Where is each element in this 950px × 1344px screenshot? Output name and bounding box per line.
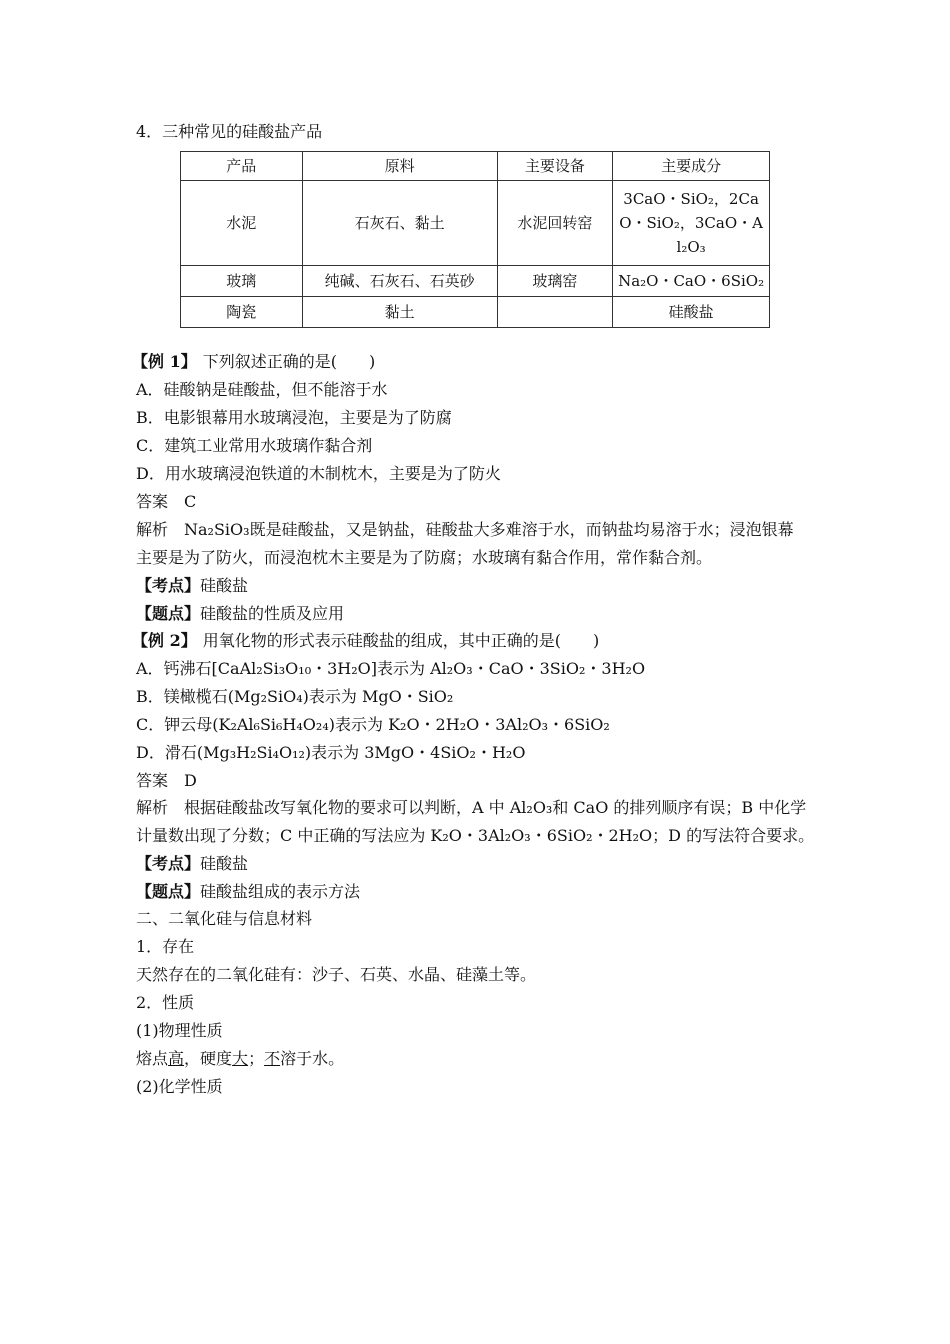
table-cell: 硅酸盐	[613, 297, 770, 328]
example-1-question	[132, 351, 375, 373]
chemical-properties-title: (2)化学性质	[136, 1077, 223, 1096]
answer: 答案 C	[136, 492, 197, 511]
header-cell: 主要设备	[497, 152, 613, 181]
option-d: D．滑石(Mg₃H₂Si₄O₁₂)表示为 3MgO・4SiO₂・H₂O	[136, 743, 526, 762]
tidian	[136, 603, 344, 625]
tidian-tag: 【题点】	[136, 882, 201, 901]
header-cell: 主要成分	[613, 152, 770, 181]
header-cell: 原料	[302, 152, 497, 181]
tidian	[136, 881, 360, 903]
text-fragment: 溶于水。	[280, 1049, 345, 1068]
table-header-row	[181, 152, 770, 181]
header-cell: 产品	[181, 152, 303, 181]
text-fragment: 熔点	[136, 1049, 169, 1068]
answer: 答案 D	[136, 771, 197, 790]
analysis-line-1: 解析 根据硅酸盐改写氧化物的要求可以判断，A 中 Al₂O₃和 CaO 的排列顺序有误；B 中化学	[136, 798, 807, 817]
fill-blank: 不	[264, 1049, 281, 1068]
analysis-line-2: 计量数出现了分数；C 中正确的写法应为 K₂O・3Al₂O₃・6SiO₂・2H₂O；D 的写法符合要求。	[136, 826, 815, 845]
table-cell	[497, 297, 613, 328]
table-cell: 黏土	[302, 297, 497, 328]
table-cell: 水泥	[181, 181, 303, 266]
analysis-line-1: 解析 Na₂SiO₃既是硅酸盐，又是钠盐，硅酸盐大多难溶于水，而钠盐均易溶于水；浸泡银幕	[136, 520, 794, 539]
option-c: C．建筑工业常用水玻璃作黏合剂	[136, 436, 373, 455]
silicate-products-table	[180, 151, 770, 328]
table-cell: 纯碱、石灰石、石英砂	[302, 266, 497, 297]
subsection-1-text: 天然存在的二氧化硅有：沙子、石英、水晶、硅藻土等。	[136, 965, 537, 984]
kaodian-text: 硅酸盐	[200, 854, 249, 873]
table-cell: 玻璃	[181, 266, 303, 297]
kaodian-tag: 【考点】	[136, 576, 201, 595]
option-c: C．钾云母(K₂Al₆Si₆H₄O₂₄)表示为 K₂O・2H₂O・3Al₂O₃・6SiO₂	[136, 715, 610, 734]
physical-properties-text	[136, 1048, 344, 1070]
fill-blank: 高	[168, 1049, 185, 1068]
table-row	[181, 266, 770, 297]
table-row	[181, 181, 770, 266]
example-tag: 【例 2】	[132, 631, 197, 650]
tidian-text: 硅酸盐的性质及应用	[200, 604, 345, 623]
table-cell: 水泥回转窑	[497, 181, 613, 266]
tidian-tag: 【题点】	[136, 604, 201, 623]
kaodian-tag: 【考点】	[136, 854, 201, 873]
example-2-question	[132, 630, 599, 652]
option-b: B．镁橄榄石(Mg₂SiO₄)表示为 MgO・SiO₂	[136, 687, 454, 706]
option-a: A．硅酸钠是硅酸盐，但不能溶于水	[136, 380, 388, 399]
question-text: 下列叙述正确的是( )	[202, 352, 376, 371]
table-cell: 石灰石、黏土	[302, 181, 497, 266]
example-tag: 【例 1】	[132, 352, 197, 371]
kaodian	[136, 575, 248, 597]
table-cell: 玻璃窑	[497, 266, 613, 297]
option-b: B．电影银幕用水玻璃浸泡，主要是为了防腐	[136, 408, 452, 427]
subsection-1-title: 1．存在	[136, 937, 195, 956]
option-a: A．钙沸石[CaAl₂Si₃O₁₀・3H₂O]表示为 Al₂O₃・CaO・3SiO₂・3H₂O	[136, 659, 646, 678]
table-cell: 陶瓷	[181, 297, 303, 328]
text-fragment: ；	[248, 1049, 265, 1068]
kaodian	[136, 853, 248, 875]
kaodian-text: 硅酸盐	[200, 576, 249, 595]
option-d: D．用水玻璃浸泡铁道的木制枕木，主要是为了防火	[136, 464, 501, 483]
table-cell: 3CaO・SiO₂，2CaO・SiO₂，3CaO・Al₂O₃	[613, 181, 770, 266]
analysis-line-2: 主要是为了防火，而浸泡枕木主要是为了防腐；水玻璃有黏合作用，常作黏合剂。	[136, 548, 713, 567]
tidian-text: 硅酸盐组成的表示方法	[200, 882, 361, 901]
table-row	[181, 297, 770, 328]
text-fragment: ，硬度	[184, 1049, 233, 1068]
subsection-2-title: 2．性质	[136, 993, 195, 1012]
question-text: 用氧化物的形式表示硅酸盐的组成，其中正确的是( )	[202, 631, 600, 650]
physical-properties-title: (1)物理性质	[136, 1021, 223, 1040]
fill-blank: 大	[232, 1049, 249, 1068]
table-cell: Na₂O・CaO・6SiO₂	[613, 266, 770, 297]
section-4-title: 4．三种常见的硅酸盐产品	[136, 122, 323, 141]
section-2-title: 二、二氧化硅与信息材料	[136, 909, 313, 928]
